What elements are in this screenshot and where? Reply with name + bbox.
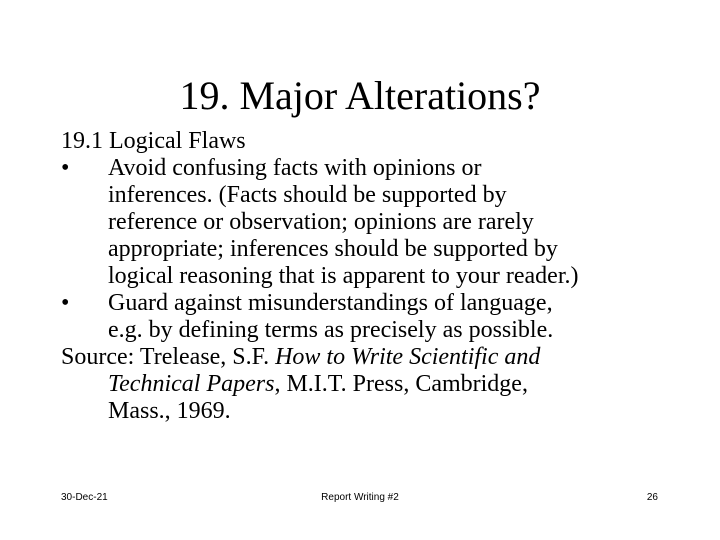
- bullet-item: [61, 290, 701, 344]
- bullet-icon: •: [61, 155, 70, 181]
- bullet-text-line: Avoid confusing facts with opinions or: [108, 155, 482, 181]
- bullet-text-line: e.g. by defining terms as precisely as possible.: [108, 317, 554, 343]
- slide-body: [61, 128, 701, 425]
- footer-title: Report Writing #2: [321, 492, 399, 503]
- bullet-text-line: Guard against misunderstandings of language,: [108, 290, 553, 316]
- page-number: 26: [646, 492, 658, 503]
- source-title: Technical Papers: [108, 371, 275, 397]
- bullet-text-line: appropriate; inferences should be supported by: [108, 236, 558, 262]
- source-publisher: , M.I.T. Press, Cambridge,: [274, 371, 528, 397]
- bullet-item: [61, 155, 701, 290]
- footer-date: 30-Dec-21: [61, 492, 108, 503]
- bullet-text-line: inferences. (Facts should be supported by: [108, 182, 507, 208]
- source-year: Mass., 1969.: [108, 398, 231, 424]
- slide-title: 19. Major Alterations?: [179, 73, 541, 118]
- source-prefix: Source: Trelease, S.F.: [61, 344, 276, 370]
- bullet-text-line: logical reasoning that is apparent to your reader.): [108, 263, 579, 289]
- source-title: How to Write Scientific and: [275, 344, 541, 370]
- subheading: 19.1 Logical Flaws: [61, 128, 246, 154]
- bullet-text-line: reference or observation; opinions are rarely: [108, 209, 534, 235]
- bullet-icon: •: [61, 290, 70, 316]
- source-citation: [61, 344, 701, 425]
